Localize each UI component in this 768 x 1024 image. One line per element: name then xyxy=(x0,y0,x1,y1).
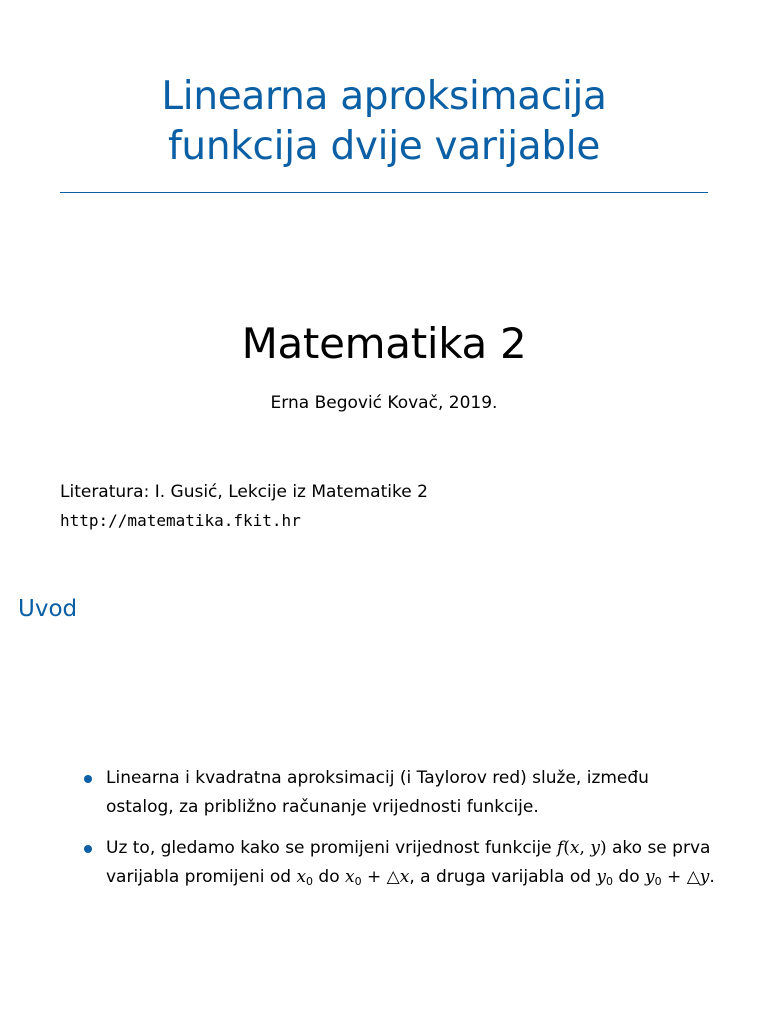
bullet-text-2: Uz to, gledamo kako se promijeni vrijednost funkcije f(x, y) ako se prva varijabla promijeni od $x_0$ do $x_0$ + △x, a druga varijabla od $y_0$ do $y_0$ + △y. xyxy=(106,838,715,888)
website-link[interactable]: http://matematika.fkit.hr xyxy=(60,511,301,530)
list-item xyxy=(82,764,722,822)
bullet-icon xyxy=(84,845,92,853)
subject-title: Matematika 2 xyxy=(241,319,527,368)
author-line: Erna Begović Kovač, 2019. xyxy=(270,393,498,413)
title-divider xyxy=(60,192,708,193)
bullet-list xyxy=(82,764,722,892)
section-heading-uvod: Uvod xyxy=(18,596,78,622)
literature-reference: Literatura: I. Gusić, Lekcije iz Matematike 2 xyxy=(60,482,428,502)
bullet-text-1: Linearna i kvadratna aproksimacij (i Taylorov red) služe, između ostalog, za približno računanje vrijednosti funkcije. xyxy=(106,768,649,817)
title-line-2: funkcija dvije varijable xyxy=(167,124,601,169)
bullet-icon xyxy=(84,775,92,783)
list-item xyxy=(82,834,722,892)
title-line-1: Linearna aproksimacija xyxy=(161,74,607,119)
document-title xyxy=(0,72,768,172)
